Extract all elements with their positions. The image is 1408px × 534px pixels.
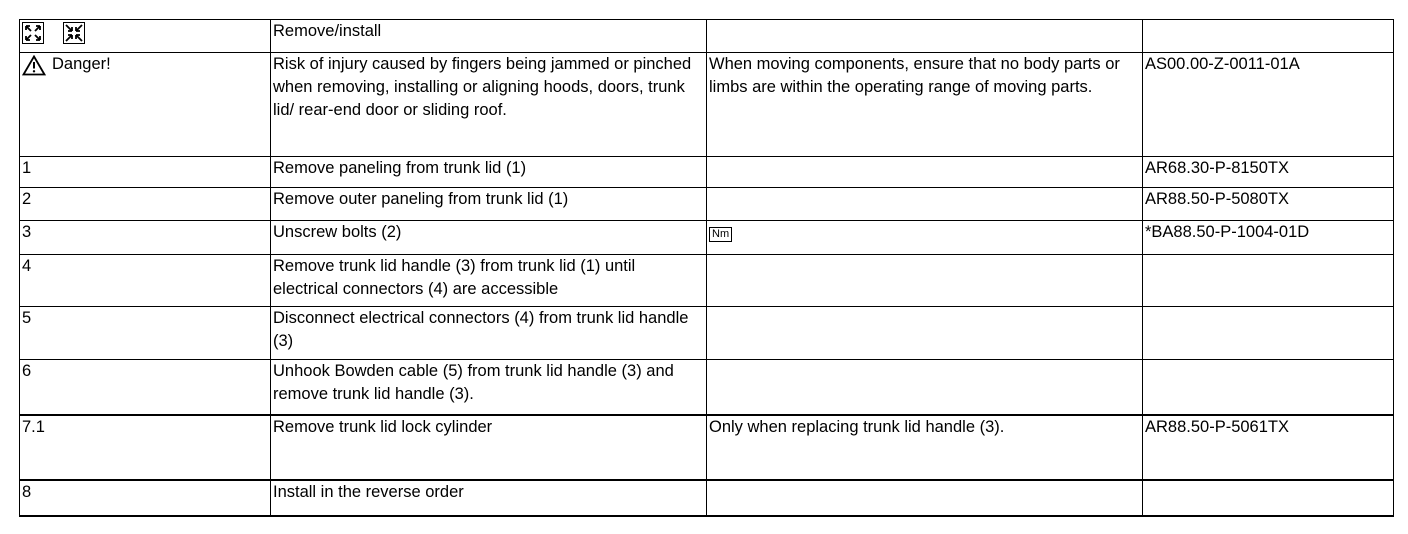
step-text: Unscrew bolts (2) [271, 221, 707, 255]
step-note [707, 480, 1143, 516]
step-reference [1143, 255, 1394, 307]
step-text: Remove paneling from trunk lid (1) [271, 157, 707, 188]
step-number: 5 [20, 307, 271, 360]
step-text: Unhook Bowden cable (5) from trunk lid handle (3) and remove trunk lid handle (3). [271, 360, 707, 415]
danger-row [20, 53, 1394, 157]
step-note: Only when replacing trunk lid handle (3). [707, 415, 1143, 480]
step-note [707, 360, 1143, 415]
install-icon [63, 22, 85, 44]
header-label: Remove/install [271, 20, 707, 53]
header-empty-note [707, 20, 1143, 53]
step-reference [1143, 307, 1394, 360]
table-row [20, 480, 1394, 516]
torque-nm-icon: Nm [709, 227, 732, 242]
step-number: 2 [20, 188, 271, 221]
step-note-cell [707, 221, 1143, 255]
step-number: 8 [20, 480, 271, 516]
step-number: 7.1 [20, 415, 271, 480]
step-text: Remove trunk lid lock cylinder [271, 415, 707, 480]
header-row [20, 20, 1394, 53]
step-note [707, 157, 1143, 188]
step-text: Install in the reverse order [271, 480, 707, 516]
warning-triangle-icon [22, 55, 46, 76]
danger-reference: AS00.00-Z-0011-01A [1143, 53, 1394, 157]
step-reference [1143, 360, 1394, 415]
step-text: Remove outer paneling from trunk lid (1) [271, 188, 707, 221]
step-note [707, 255, 1143, 307]
step-number: 6 [20, 360, 271, 415]
header-empty-ref [1143, 20, 1394, 53]
danger-cell [20, 53, 271, 157]
table-row [20, 360, 1394, 415]
header-icons-cell [20, 20, 271, 53]
step-text: Remove trunk lid handle (3) from trunk lid (1) until electrical connectors (4) are accessible [271, 255, 707, 307]
step-number: 4 [20, 255, 271, 307]
step-reference: AR88.50-P-5080TX [1143, 188, 1394, 221]
step-note [707, 307, 1143, 360]
table-row [20, 221, 1394, 255]
table-row [20, 157, 1394, 188]
step-note [707, 188, 1143, 221]
danger-precaution-text: When moving components, ensure that no body parts or limbs are within the operating range of moving parts. [707, 53, 1143, 157]
step-text: Disconnect electrical connectors (4) from trunk lid handle (3) [271, 307, 707, 360]
table-row [20, 188, 1394, 221]
procedure-table [19, 19, 1394, 517]
step-number: 3 [20, 221, 271, 255]
remove-icon [22, 22, 44, 44]
table-row [20, 255, 1394, 307]
step-reference: AR88.50-P-5061TX [1143, 415, 1394, 480]
danger-risk-text: Risk of injury caused by fingers being jammed or pinched when removing, installing or aligning hoods, doors, trunk lid/ rear-end door or sliding roof. [271, 53, 707, 157]
step-reference [1143, 480, 1394, 516]
step-reference: AR68.30-P-8150TX [1143, 157, 1394, 188]
danger-label: Danger! [52, 55, 111, 73]
step-number: 1 [20, 157, 271, 188]
step-reference: *BA88.50-P-1004-01D [1143, 221, 1394, 255]
table-row [20, 307, 1394, 360]
table-row [20, 415, 1394, 480]
